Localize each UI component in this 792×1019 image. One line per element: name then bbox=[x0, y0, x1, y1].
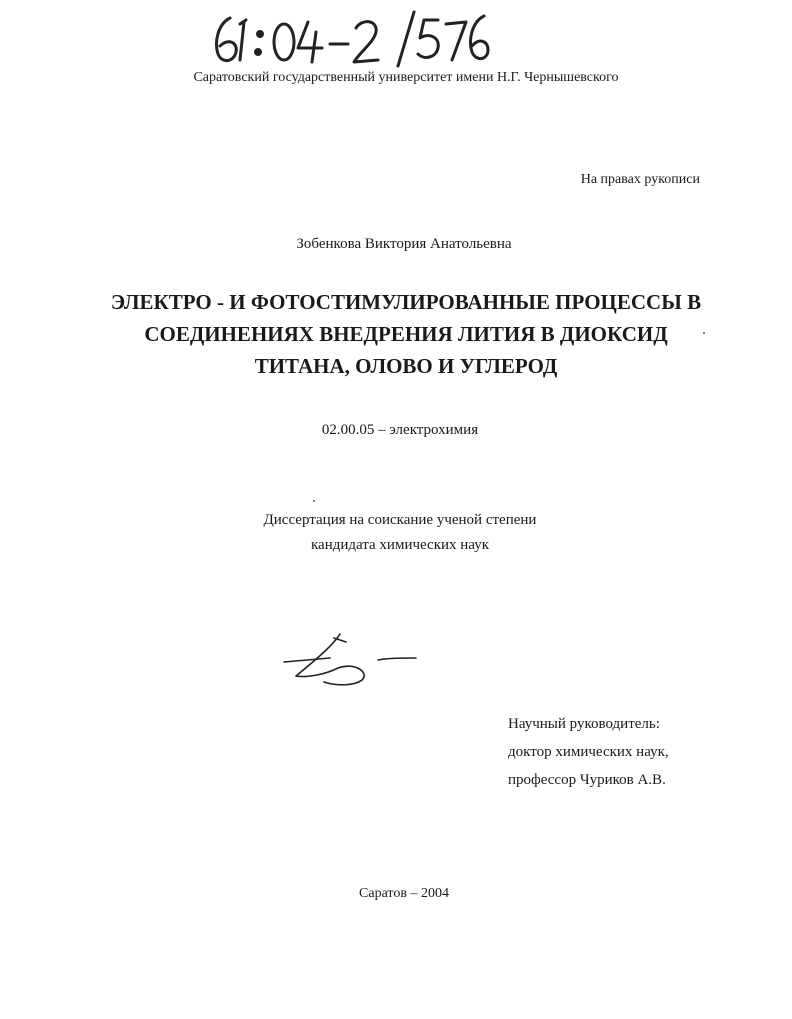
advisor-name: профессор Чуриков А.В. bbox=[508, 772, 666, 788]
dissertation-statement bbox=[4, 508, 792, 558]
dissertation-title bbox=[60, 286, 752, 382]
title-line: ТИТАНА, ОЛОВО И УГЛЕРОД bbox=[254, 354, 558, 378]
advisor-degree: доктор химических наук, bbox=[508, 744, 669, 760]
advisor-label: Научный руководитель: bbox=[508, 716, 660, 732]
university-name: Саратовский государственный университет имени Н.Г. Чернышевского bbox=[193, 70, 619, 85]
dissertation-line: Диссертация на соискание ученой степени bbox=[263, 512, 537, 528]
scan-speck bbox=[313, 500, 315, 502]
scientific-advisor bbox=[508, 710, 669, 794]
title-line: ЭЛЕКТРО - И ФОТОСТИМУЛИРОВАННЫЕ ПРОЦЕССЫ В bbox=[110, 290, 702, 314]
city-year: Саратов – 2004 bbox=[359, 886, 449, 901]
author-signature bbox=[278, 628, 423, 690]
dissertation-line: кандидата химических наук bbox=[310, 537, 489, 553]
specialty-code: 02.00.05 – электрохимия bbox=[321, 422, 479, 438]
scan-speck bbox=[703, 332, 705, 334]
handwritten-catalog-number bbox=[200, 6, 490, 74]
rights-note: На правах рукописи bbox=[580, 172, 700, 187]
author-name: Зобенкова Виктория Анатольевна bbox=[296, 236, 512, 252]
title-line: СОЕДИНЕНИЯХ ВНЕДРЕНИЯ ЛИТИЯ В ДИОКСИД bbox=[144, 322, 668, 346]
